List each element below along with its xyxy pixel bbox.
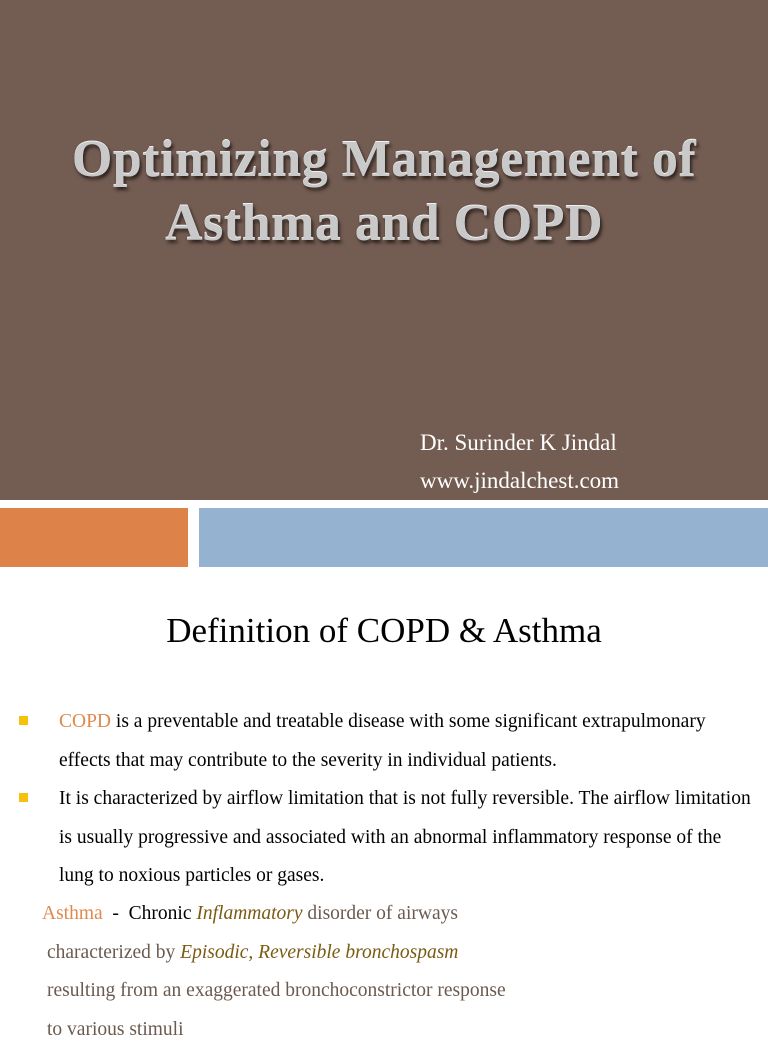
inflammatory-text: Inflammatory	[196, 903, 302, 924]
bullet-marker-icon	[19, 716, 28, 725]
comma-text: ,	[248, 942, 258, 963]
bullet-list	[0, 703, 768, 896]
copd-term: COPD	[59, 711, 111, 732]
author-block	[420, 424, 619, 500]
reversible-bronchospasm-text: Reversible bronchospasm	[258, 942, 458, 963]
chronic-text: Chronic	[129, 903, 197, 924]
airflow-limitation-text: It is characterized by airflow limitation that is not fully reversible. The airflow limitation is usually progressive and associated with an abnormal inflammatory response of the lung to noxious particles or gases.	[59, 788, 751, 886]
characterized-by-text: characterized by	[47, 942, 180, 963]
author-website: www.jindalchest.com	[420, 462, 619, 500]
asthma-definition	[0, 895, 768, 1049]
title-line-2: Asthma and COPD	[0, 192, 768, 256]
asthma-separator: -	[103, 903, 129, 924]
accent-band-blue	[199, 508, 768, 567]
disorder-text: disorder of airways	[303, 903, 458, 924]
slide-title: Definition of COPD & Asthma	[0, 608, 768, 654]
episodic-text: Episodic	[180, 942, 248, 963]
copd-definition-text: is a preventable and treatable disease with some significant extrapulmonary effects that may contribute to the severity in individual patients.	[59, 711, 706, 771]
title-slide	[0, 0, 768, 500]
accent-band-orange	[0, 508, 188, 567]
title-line-1: Optimizing Management of	[0, 128, 768, 192]
asthma-line-3: resulting from an exaggerated bronchoconstrictor response	[0, 972, 768, 1011]
presentation-title	[0, 128, 768, 256]
author-name: Dr. Surinder K Jindal	[420, 424, 619, 462]
asthma-line-1	[0, 895, 768, 934]
asthma-line-2	[0, 934, 768, 973]
bullet-marker-icon	[19, 793, 28, 802]
asthma-line-4: to various stimuli	[0, 1011, 768, 1049]
bullet-airflow-limitation	[0, 780, 768, 896]
bullet-copd-definition	[0, 703, 768, 780]
asthma-term: Asthma	[42, 903, 103, 924]
